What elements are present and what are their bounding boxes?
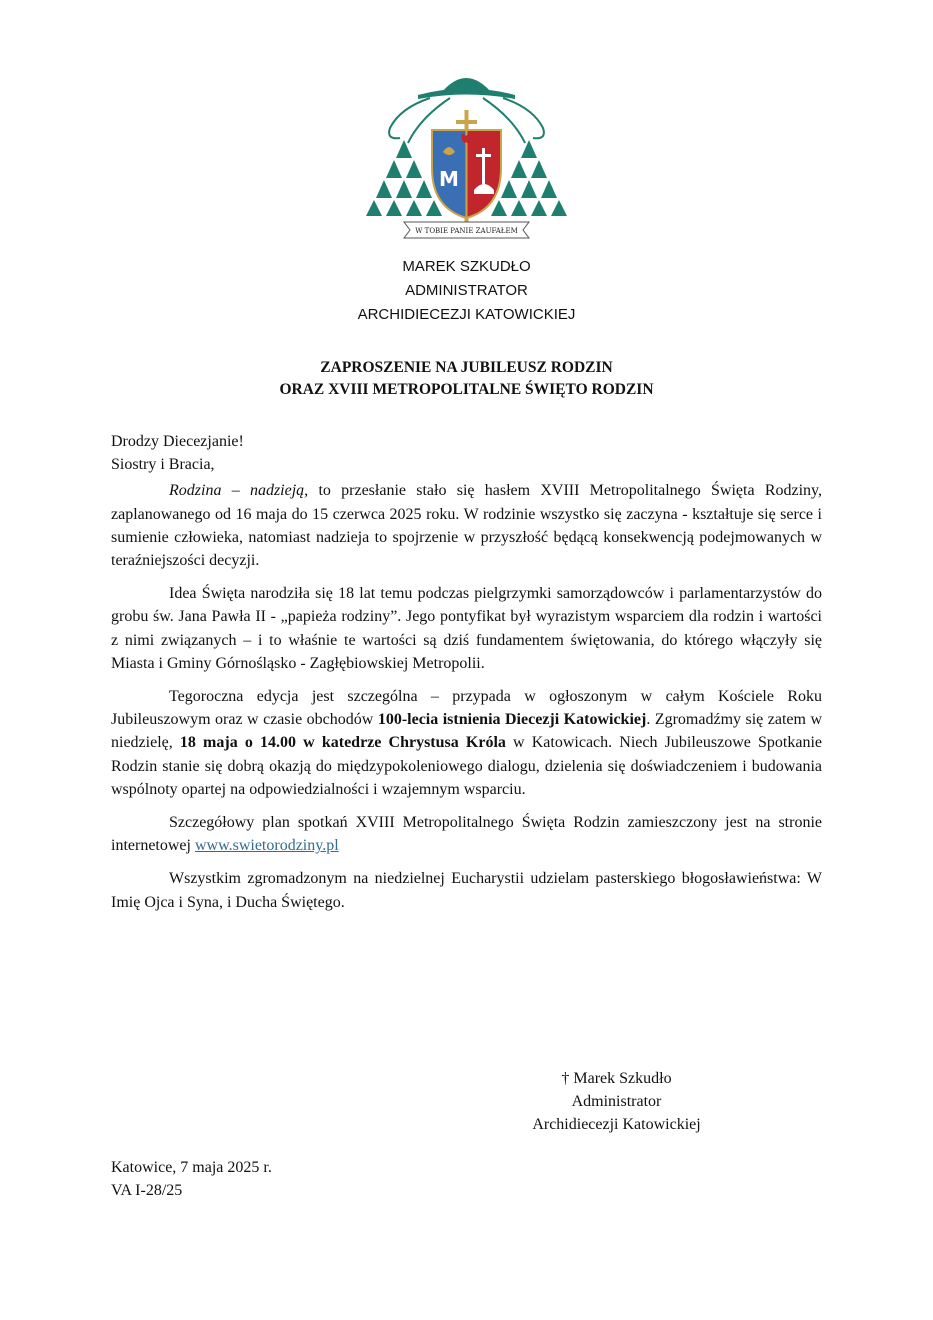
signature-name: † Marek Szkudło — [561, 1070, 672, 1087]
motto-text: W TOBIE PANIE ZAUFAŁEM — [415, 227, 518, 235]
title-line-2: ORAZ XVIII METROPOLITALNE ŚWIĘTO RODZIN — [279, 381, 654, 398]
paragraph-4-text: Szczegółowy plan spotkań XVIII Metropolitalnego Święta Rodzin zamieszczony jest na stronie internetowej — [111, 814, 822, 855]
greeting-line-1: Drodzy Diecezjanie! — [111, 433, 244, 450]
website-link[interactable]: www.swietorodziny.pl — [194, 837, 339, 855]
paragraph-1 — [111, 479, 822, 572]
letterhead-diocese: ARCHIDIECEZJI KATOWICKIEJ — [357, 306, 576, 323]
paragraph-3-part-c: . Zgromadźmy się zatem w niedzielę, — [111, 711, 822, 752]
greeting-line-2: Siostry i Bracia, — [111, 456, 215, 474]
paragraph-3-event-time: 18 maja o 14.00 w katedrze Chrystusa Króla — [179, 734, 506, 752]
coat-of-arms — [360, 68, 573, 248]
paragraph-3-part-e: w Katowicach. Niech Jubileuszowe Spotkanie Rodzin stanie się dobrą okazją do międzypokoleniowego dialogu, dzielenia się doświadczeniem i budowania wspólnoty opartej na odpowiedzialności i wzajemnym wsparciu. — [111, 734, 823, 798]
footer — [111, 1156, 272, 1202]
letterhead-name: MAREK SZKUDŁO — [402, 258, 531, 275]
paragraph-3 — [111, 685, 822, 801]
tassels-left — [366, 140, 442, 216]
place-and-date: Katowice, 7 maja 2025 r. — [111, 1159, 272, 1176]
letterhead — [0, 255, 933, 327]
monogram: M — [439, 167, 459, 191]
paragraph-1-text: to przesłanie stało się hasłem XVIII Metropolitalnego Święta Rodziny, zaplanowanego od 16 maja do 15 czerwca 2025 roku. W rodzinie wszystko się zaczyna - kształtuje się serce i sumienie człowieka, natomiast nadzieja to spojrzenie w przyszłość będącą konsekwencją podejmowanych w teraźniejszości decyzji. — [111, 482, 823, 570]
galero-hat — [418, 78, 515, 99]
paragraph-2: Idea Święta narodziła się 18 lat temu podczas pielgrzymki samorządowców i parlamentarzystów do grobu św. Jana Pawła II - „papieża rodziny”. Jego pontyfikat był wyrazistym wsparciem dla rodzin i wartości z nimi związanych – i to właśnie te wartości są dziś fundamentem świętowania, do którego włączyły się Miasta i Gminy Górnośląsko - Zagłębiowskiej Metropolii. — [111, 585, 822, 672]
tassels-right — [491, 140, 567, 216]
title-line-1: ZAPROSZENIE NA JUBILEUSZ RODZIN — [320, 359, 613, 376]
shield — [432, 130, 501, 218]
signature-diocese: Archidiecezji Katowickiej — [532, 1116, 701, 1133]
motto-ribbon — [404, 222, 529, 238]
signature-block — [500, 1067, 733, 1136]
reference-number: VA I-28/25 — [111, 1182, 183, 1199]
paragraph-3-part-a: Tegoroczna edycja jest szczególna – przypada w ogłoszonym w całym Kościele Roku Jubileuszowym oraz w czasie obchodów — [111, 688, 822, 729]
paragraph-1-motto: Rodzina – nadzieją, — [169, 482, 309, 500]
paragraph-3-anniversary: 100-lecia istnienia Diecezji Katowickiej — [377, 711, 647, 729]
paragraph-4 — [111, 811, 822, 857]
letter-body — [111, 430, 822, 924]
paragraph-5: Wszystkim zgromadzonym na niedzielnej Eucharystii udzielam pasterskiego błogosławieństwa: W Imię Ojca i Syna, i Ducha Świętego. — [111, 870, 822, 911]
letterhead-role: ADMINISTRATOR — [405, 282, 528, 299]
signature-role: Administrator — [571, 1093, 662, 1110]
document-title — [0, 357, 933, 401]
